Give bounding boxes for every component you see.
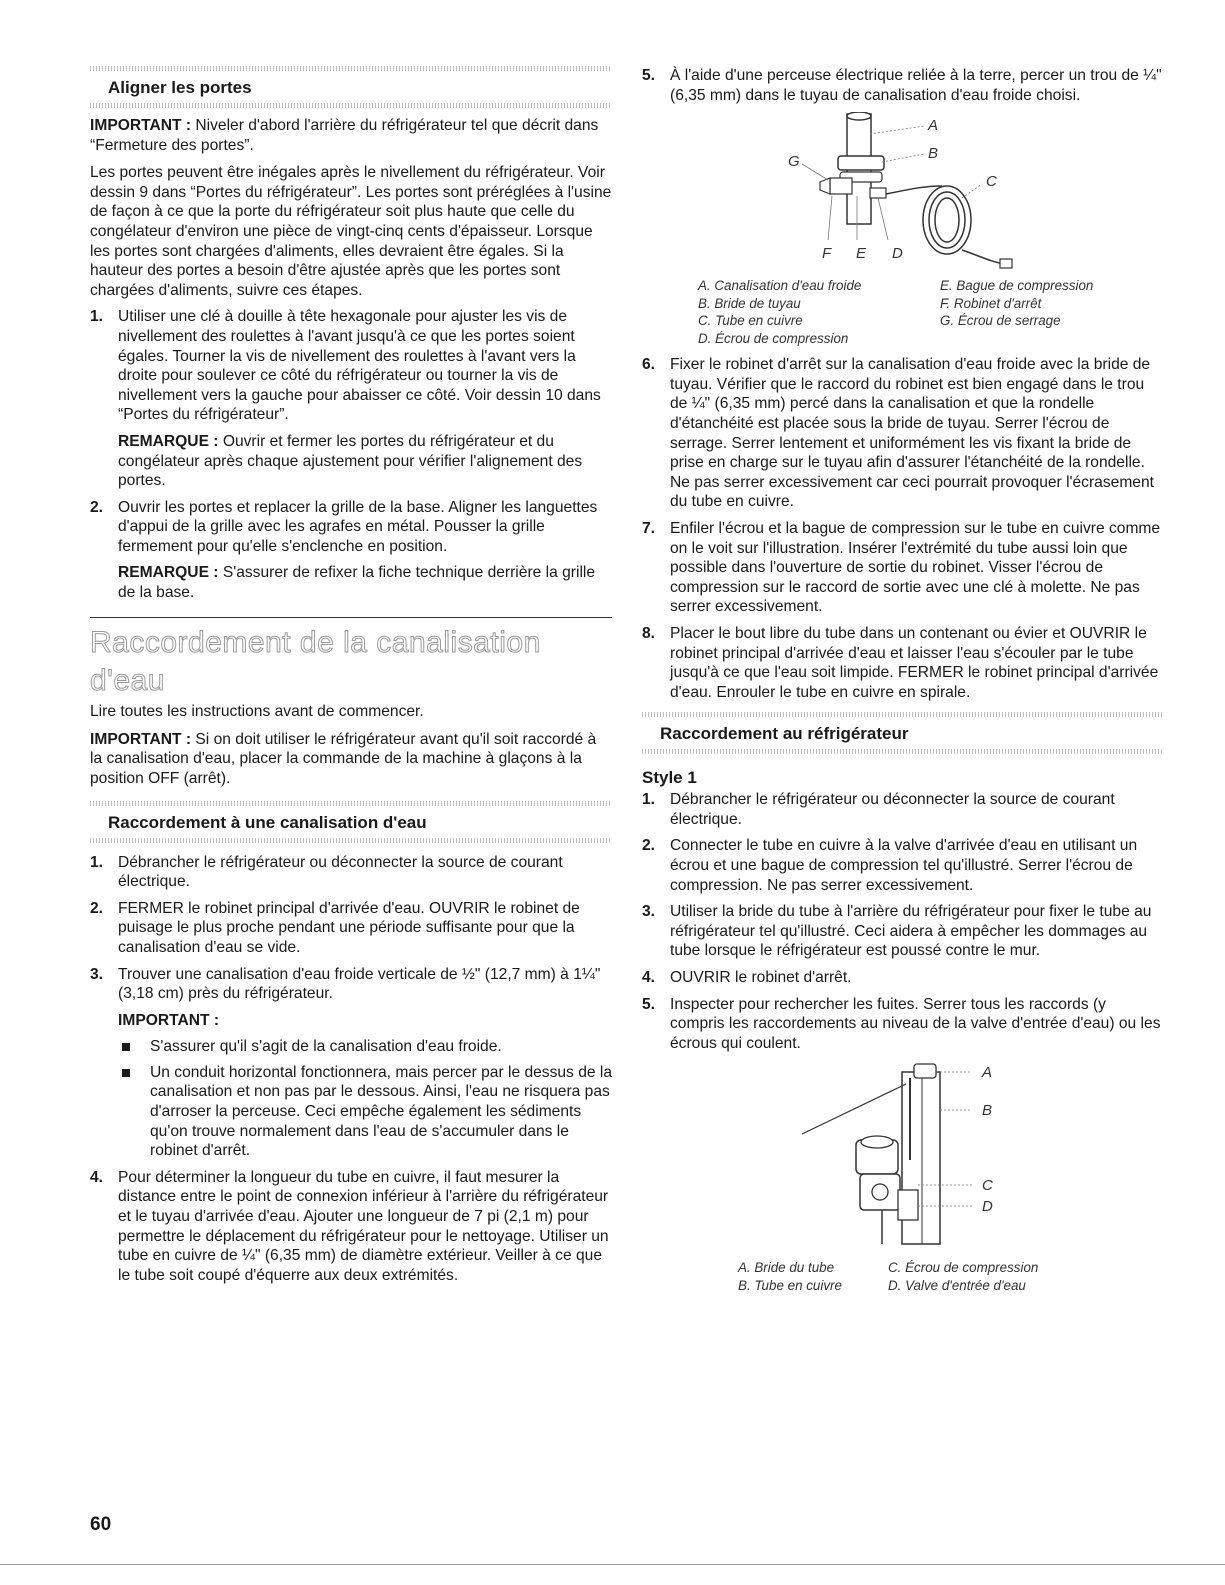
list-item: 5. À l'aide d'une perceuse électrique reliée à la terre, percer un trou de ¼" (6,35 mm) dans le tuyau de canalisation d'eau froide choisi. [642,67,1162,104]
hatch-divider [90,103,612,108]
figure-label: E [856,245,867,263]
align-important: IMPORTANT : Niveler d'abord l'arrière du réfrigérateur tel que décrit dans “Fermeture des portes”. [90,117,599,154]
hatch-divider [642,749,1162,754]
fridge-steps [642,790,1162,1053]
hatch-divider [90,838,612,843]
figure-inlet-valve [642,1060,1162,1294]
figure-label: B [982,1102,993,1120]
figure1-legend: A. Canalisation d'eau froide E. Bague de compression B. Bride de tuyau F. Robinet d'arrêt C. Tube en cuivre G. Écrou de serrage D. Écrou de compression [698,278,1094,346]
figure-label: D [982,1198,993,1216]
figure-label: D [892,245,903,263]
step3-bullets [118,1037,612,1161]
list-item: 6. Fixer le robinet d'arrêt sur la canalisation d'eau froide avec la bride de tuyau. Vérifier que le raccord du robinet est bien engagé dans le trou de ¼" (6,35 mm) percé dans la canalisation et que la rondelle d'étanchéité est placée sous la bride de tuyau. Serrer l'écrou de serrage. Serrer lentement et uniformément les vis fixant la bride de prise en charge sur le tuyau afin d'assurer l'étanchéité de la rondelle. Ne pas serrer excessivement car ceci pourrait provoquer l'écrasement du tube en cuivre. [642,356,1154,511]
figure-label: G [788,153,800,171]
right-steps-mid [642,355,1162,702]
shutoff-valve-illustration [642,112,1162,272]
list-item: 8. Placer le bout libre du tube dans un contenant ou évier et OUVRIR le robinet principal d'arrivée d'eau et laisser l'eau s'écouler par le tube jusqu'à ce que l'eau soit limpide. FERMER le robinet principal d'arrivée d'eau. Enrouler le tube en cuivre en spirale. [642,624,1159,701]
bullet-square [122,1069,130,1077]
figure2-legend: A. Bride du tube C. Écrou de compression B. Tube en cuivre D. Valve d'entrée d'eau [738,1260,1039,1293]
figure-label: F [822,245,832,263]
style-label: Style 1 [642,768,697,788]
list-item: 2. Connecter le tube en cuivre à la valve d'arrivée d'eau en utilisant un écrou et une bague de compression tel qu'illustré. Serrer l'écrou de compression. Ne pas serrer excessivement. [642,837,1138,894]
right-steps-top [642,66,1162,105]
subheading-align-doors: Aligner les portes [108,78,252,97]
list-item: 4. Pour déterminer la longueur du tube en cuivre, il faut mesurer la distance entre le point de connexion inférieur à l'arrière du réfrigérateur et le tuyau d'arrivée d'eau. Ajouter une longueur de 7 pi (2,1 m) pour permettre le déplacement du réfrigérateur pour le nettoyage. Utiliser un tube en cuivre de ¼" (6,35 mm) de diamètre extérieur. Veiller à ce que le tube soit coupé d'équerre aux deux extrémités. [90,1168,609,1284]
bottom-rule [0,1564,1225,1565]
figure-label: C [982,1177,993,1195]
figure-label: B [928,145,939,163]
section-important: IMPORTANT : Si on doit utiliser le réfrigérateur avant qu'il soit raccordé à la canalisation d'eau, placer la commande de la machine à glaçons à la position OFF (arrêt). [90,730,597,787]
figure-label: A [982,1064,993,1082]
inlet-valve-illustration [642,1060,1162,1250]
figure-label: C [986,173,997,191]
bullet-square [122,1043,130,1051]
water-steps [90,853,612,1286]
list-item: 2. FERMER le robinet principal d'arrivée d'eau. OUVRIR le robinet de puisage le plus proche pendant une période suffisante pour que la canalisation d'eau se vide. [90,899,580,956]
list-item: 3. Utiliser la bride du tube à l'arrière du réfrigérateur pour fixer le tube au réfrigérateur tel qu'illustré. Ceci aidera à empêcher les dommages au tube lorsque le réfrigérateur est poussé contre le mur. [642,903,1152,960]
subheading-water-line: Raccordement à une canalisation d'eau [108,812,427,832]
align-paragraph: Les portes peuvent être inégales après le nivellement du réfrigérateur. Voir dessin 9 dans “Portes du réfrigérateur”. Les portes sont préréglées à l'usine de façon à ce que la porte du réfrigérateur soit plus haute que celle du congélateur d'environ une pièce de vingt-cinq cents d'épaisseur. Lorsque les portes sont chargées d'aliments, elles devraient être égales. Si la hauteur des portes a besoin d'être ajustée après que les portes sont chargées d'aliments, suivre ces étapes. [90,164,612,299]
page-number: 60 [90,1514,112,1535]
right-column [642,66,1162,1294]
figure-shutoff-valve [642,112,1162,347]
align-steps [90,307,612,602]
list-item: 1. Débrancher le réfrigérateur ou déconnecter la source de courant électrique. [90,853,563,891]
list-item: S'assurer qu'il s'agit de la canalisation d'eau froide. [118,1037,612,1057]
list-item: 7. Enfiler l'écrou et la bague de compression sur le tube en cuivre comme on le voit sur l'illustration. Insérer l'extrémité du tube aussi loin que possible dans l'ouverture de sortie du robinet. Visser l'écrou de compression sur le raccord de sortie avec une clé à molette. Ne pas serrer excessivement. [642,519,1161,616]
note: REMARQUE : S'assurer de refixer la fiche technique derrière la grille de la base. [118,564,596,602]
list-item: 5. Inspecter pour rechercher les fuites. Serrer tous les raccords (y compris les raccordements au niveau de la valve d'entrée d'eau) ou les écrous qui coulent. [642,995,1161,1052]
section-intro: Lire toutes les instructions avant de commencer. [90,703,424,721]
left-column [90,66,612,1292]
step3-important: IMPORTANT : [118,1011,220,1029]
figure-label: A [928,117,939,135]
list-item: Un conduit horizontal fonctionnera, mais percer par le dessus de la canalisation et non pas par le dessous. Ainsi, l'eau ne risquera pas d'arroser la perceuse. Ceci empêche également les sédiments qu'on trouve normalement dans l'eau de s'accumuler dans le robinet d'arrêt. [118,1063,612,1161]
note: REMARQUE : Ouvrir et fermer les portes du réfrigérateur et du congélateur après chaque ajustement pour vérifier l'alignement des portes. [118,432,583,490]
subheading-fridge-connection: Raccordement au réfrigérateur [660,724,909,744]
list-item: 1. Débrancher le réfrigérateur ou déconnecter la source de courant électrique. [642,791,1115,828]
list-item: 4. OUVRIR le robinet d'arrêt. [642,969,852,987]
list-item: 2. Ouvrir les portes et replacer la grille de la base. Aligner les languettes d'appui de la grille avec les agrafes en métal. Pousser la grille fermement pour qu'elle s'enclenche en position. REMARQUE : S'assurer de refixer la fiche technique derrière la grille de la base. [90,498,612,603]
section-rule [90,617,612,619]
list-item: 3. Trouver une canalisation d'eau froide verticale de ½" (12,7 mm) à 1¼" (3,18 cm) près du réfrigérateur. IMPORTANT : S'assurer qu'il s'agit de la canalisation d'eau froide. Un conduit horizontal fonctionnera, mais percer par le dessus de la canalisation et non pas par le dessous. Ainsi, l'eau ne risquera pas d'arroser la perceuse. Ceci empêche également les sédiments qu'on trouve normalement dans l'eau de s'accumuler dans le robinet d'arrêt. [90,965,613,1160]
section-title: Raccordement de la canalisation d'eau [90,626,541,698]
list-item: 1. Utiliser une clé à douille à tête hexagonale pour ajuster les vis de nivellement des roulettes à l'avant jusqu'à ce que les portes soient égales. Tourner la vis de nivellement des roulettes à l'avant vers la droite pour soulever ce côté du réfrigérateur ou tourner la vis de nivellement vers la gauche pour abaisser ce côté. Voir dessin 10 dans “Portes du réfrigérateur”. REMARQUE : Ouvrir et fermer les portes du réfrigérateur et du congélateur après chaque ajustement pour vérifier l'alignement des portes. [90,307,612,490]
